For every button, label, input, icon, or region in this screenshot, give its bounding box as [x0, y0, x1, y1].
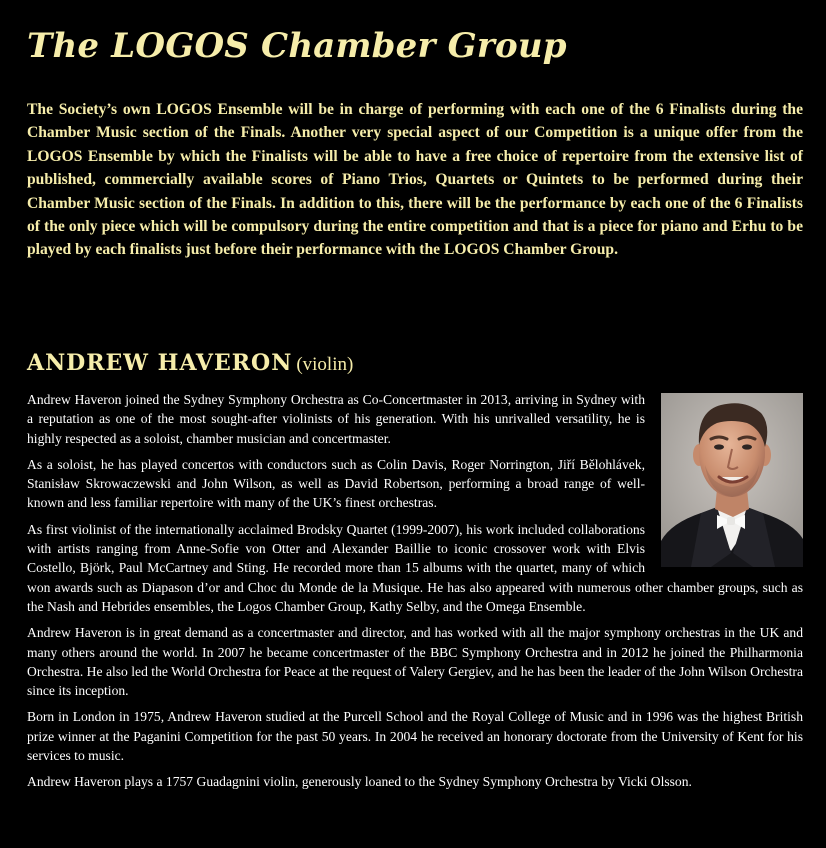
intro-paragraph: The Society’s own LOGOS Ensemble will be in charge of performing with each one of the 6 Finalists during the Chamber Music section of the Finals. Another very special aspect of our Competition is a unique offer from the LOGOS Ensemble by which the Finalists will be able to have a free choice of repertoire from the extensive list of published, commercially available scores of Piano Trios, Quartets or Quintets to be performed during their Chamber Music section of the Finals. In addition to this, there will be the performance by each one of the 6 Finalists of the only piece which will be compulsory during the entire competition and that is a piece for piano and Erhu to be played by each finalists just before their performance with the LOGOS Chamber Group. [27, 101, 803, 259]
page-title: The LOGOS Chamber Group [27, 26, 567, 66]
portrait-photo [661, 393, 803, 567]
bio-paragraph-3: As first violinist of the internationally acclaimed Brodsky Quartet (1999-2007), his work included collaborations with artists ranging from Anne-Sofie von Otter and Alexander Baillie to iconic crossover work with Elvis Costello, Björk, Paul McCartney and Sting. He recorded more than 15 albums with the quartet, many of which won awards such as Diapason d’or and Choc du Monde de la Musique. He has also appeared with numerous other chamber groups, such as the Nash and Hebrides ensembles, the Logos Chamber Group, Kathy Selby, and the Omega Ensemble. [27, 521, 803, 614]
bio-name: ANDREW HAVERON [27, 350, 293, 376]
bio-paragraph-5: Born in London in 1975, Andrew Haveron studied at the Purcell School and the Royal College of Music and in 1996 was the highest British prize winner at the Paganini Competition for the past 50 years. In 2004 he received an honorary doctorate from the University of Kent for his services to music. [27, 709, 803, 764]
bio-paragraph-1: Andrew Haveron joined the Sydney Symphony Orchestra as Co-Concertmaster in 2013, arriving in Sydney with a reputation as one of the most sought-after violinists of his generation. With his unrivalled versatility, he is highly respected as a soloist, chamber musician and concertmaster. [27, 392, 645, 446]
bio-paragraph-2: As a soloist, he has played concertos with conductors such as Colin Davis, Roger Norrington, Jiří Bělohlávek, Stanisław Skrowaczewski and John Wilson, as well as David Robertson, performing a broad range of well-known and less familiar repertoire with many of the UK’s finest orchestras. [27, 456, 645, 511]
bio-heading [27, 347, 353, 379]
bio-section [27, 390, 803, 799]
bio-role: (violin) [296, 354, 354, 375]
bio-paragraph-4: Andrew Haveron is in great demand as a concertmaster and director, and has worked with all the major symphony orchestras in the UK and many others around the world. In 2007 he became concertmaster of the BBC Symphony Orchestra and in 2012 he joined the Philharmonia Orchestra. He also led the World Orchestra for Peace at the request of Valery Gergiev, and he has been the leader of the John Wilson Orchestra since its inception. [27, 625, 803, 699]
bio-paragraph-6: Andrew Haveron plays a 1757 Guadagnini violin, generously loaned to the Sydney Symphony Orchestra by Vicki Olsson. [27, 774, 692, 790]
